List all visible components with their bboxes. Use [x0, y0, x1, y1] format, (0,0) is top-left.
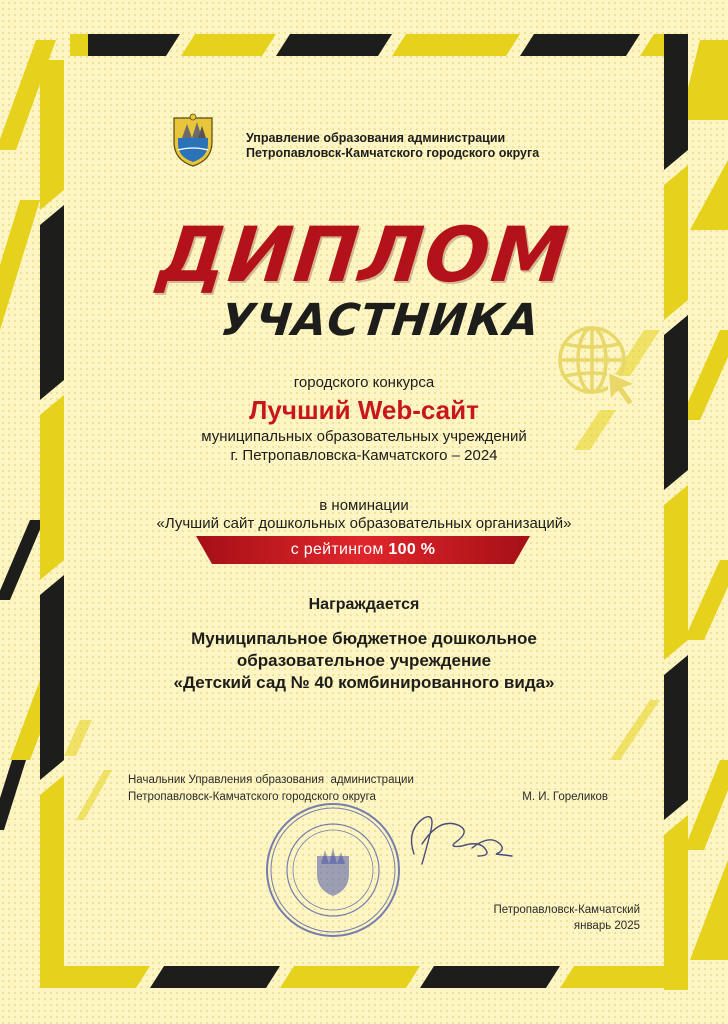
nomination-label: в номинации	[319, 497, 409, 514]
contest-type: городского конкурса	[293, 374, 435, 391]
city-coat-of-arms-icon	[168, 112, 218, 168]
issue-date: январь 2025	[573, 920, 640, 932]
official-stamp-icon	[263, 800, 403, 940]
recipient-line-2: образовательное учреждение	[236, 651, 492, 670]
nomination-name: «Лучший сайт дошкольных образовательных организаций»	[156, 515, 572, 532]
recipient-line-3: «Детский сад № 40 комбинированного вида»	[173, 673, 555, 692]
rating-label	[196, 536, 530, 564]
signer-name: М. И. Гореликов	[522, 791, 608, 803]
rating-value: 100 %	[388, 541, 436, 558]
issuer-line-1: Управление образования администрации	[246, 131, 506, 145]
recipient-line-1: Муниципальное бюджетное дошкольное	[191, 629, 537, 648]
contest-name: Лучший Web-сайт	[249, 395, 479, 425]
awarded-label: Награждается	[308, 596, 420, 613]
bottom-border	[40, 966, 688, 988]
diploma-title: ДИПЛОМ	[154, 210, 574, 299]
issuer-line-2: Петропавловск-Камчатского городского округа	[246, 146, 540, 160]
contest-description-line-2: г. Петропавловска-Камчатского – 2024	[230, 447, 498, 464]
issuer-name	[246, 131, 539, 161]
diploma-subtitle: УЧАСТНИКА	[218, 295, 542, 346]
contest-description-line-1: муниципальных образовательных учреждений	[201, 428, 527, 445]
top-border	[70, 34, 688, 56]
handwritten-signature-icon	[400, 804, 520, 874]
rating-prefix: с рейтингом	[290, 541, 384, 558]
title-main-container	[0, 210, 728, 300]
signer-title-line-1: Начальник Управления образования администрации	[128, 774, 414, 786]
city: Петропавловск-Камчатский	[493, 904, 640, 916]
signer-title-line-2: Петропавловск-Камчатского городского округа	[128, 791, 376, 803]
